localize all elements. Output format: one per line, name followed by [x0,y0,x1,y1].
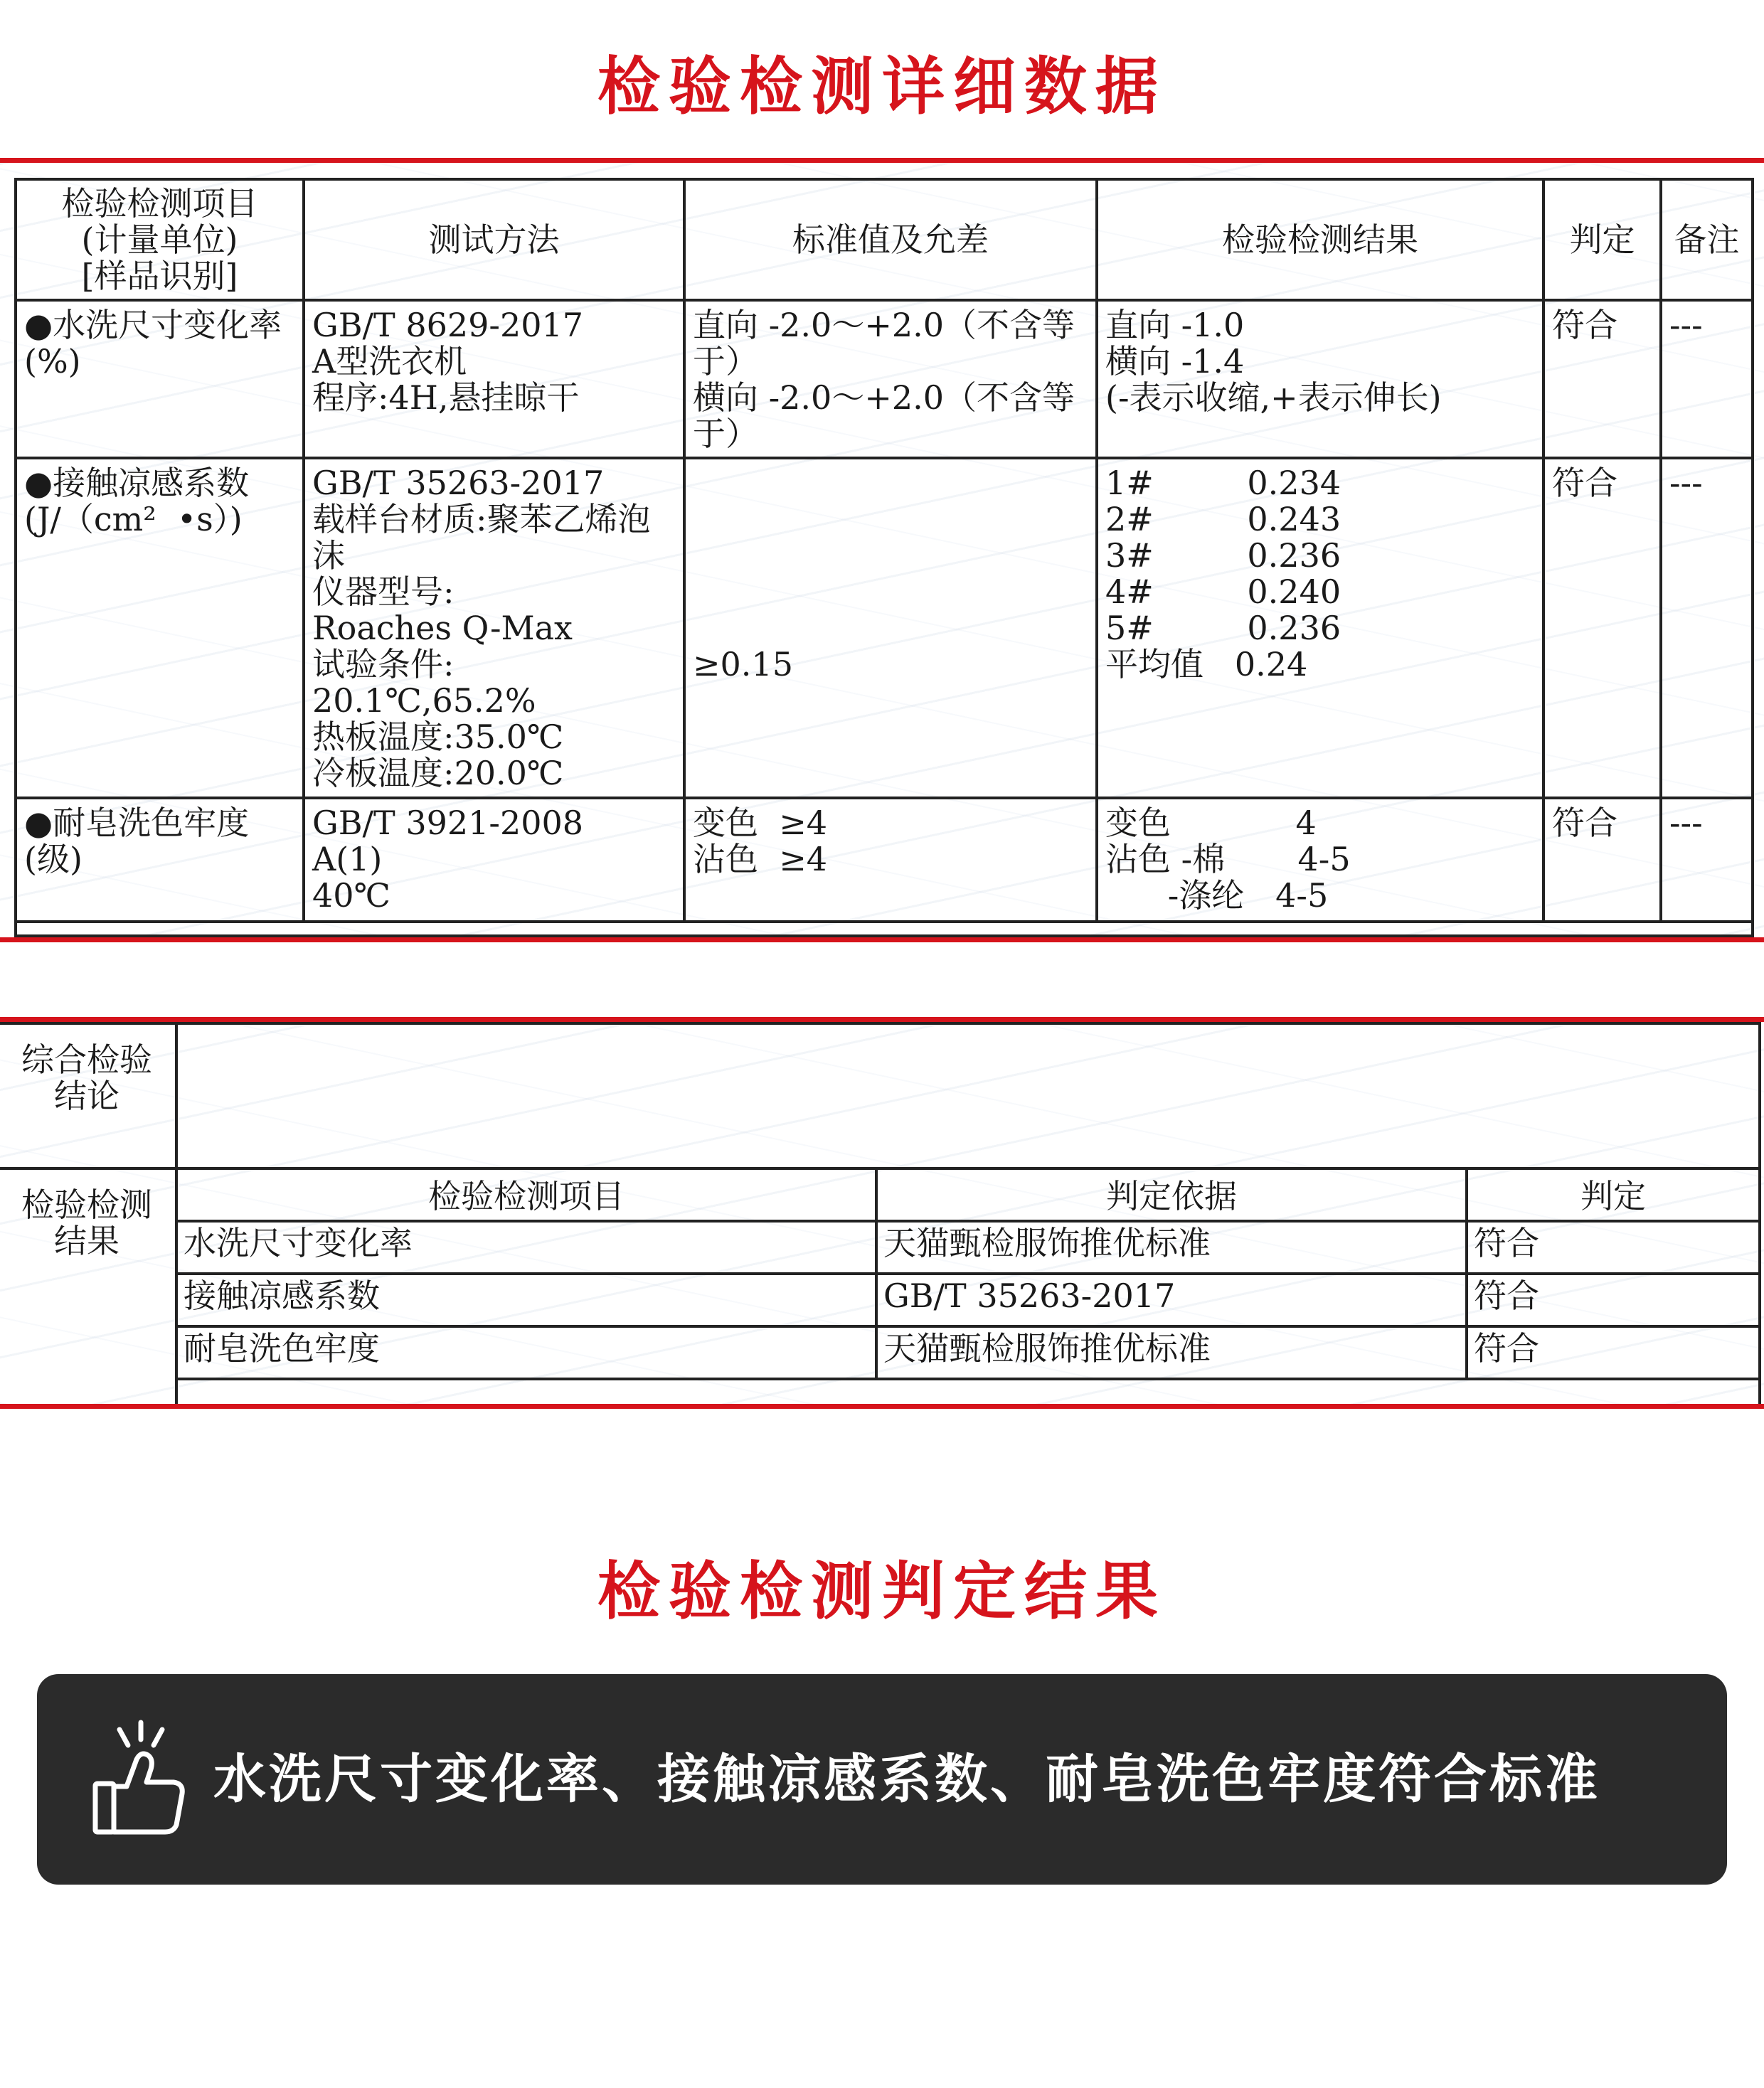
summary-verdict: 符合 [1467,1326,1760,1379]
verdict-cell: 符合 [1544,458,1661,798]
header-remark: 备注 [1661,179,1753,300]
header-item: 检验检测项目 (计量单位) [样品识别] [16,179,304,300]
summary-item: 水洗尺寸变化率 [176,1221,876,1274]
summary-item: 耐皂洗色牢度 [176,1326,876,1379]
result-cell: 1# 0.234 2# 0.243 3# 0.236 4# 0.240 5# 0.236 平均值 0.24 [1097,458,1544,798]
detail-table [14,178,1754,937]
method-cell: GB/T 8629-2017 A型洗衣机 程序:4H,悬挂晾干 [304,300,684,458]
bullet-icon: ● [24,464,53,502]
remark-cell: --- [1661,300,1753,458]
result-cell: 变色 4 沾色 -棉 4-5 -涤纶 4-5 [1097,798,1544,922]
summary-item: 接触凉感系数 [176,1274,876,1326]
item-name: 接触凉感系数 (J/（cm² •s）) [24,464,250,538]
method-cell: GB/T 3921-2008 A(1) 40℃ [304,798,684,922]
summary-tail-cell [176,1379,1760,1406]
table-row [16,458,1753,798]
summary-basis: GB/T 35263-2017 [876,1274,1467,1326]
table-header-row [16,179,1753,300]
header-standard: 标准值及允差 [684,179,1097,300]
header-verdict: 判定 [1544,179,1661,300]
bullet-icon: ● [24,804,53,842]
summary-basis: 天猫甄检服饰推优标准 [876,1326,1467,1379]
conclusion-row [0,1023,1760,1168]
summary-row [0,1326,1760,1379]
table-tail-row [16,922,1753,936]
result-banner [37,1674,1727,1885]
remark-cell: --- [1661,458,1753,798]
conclusion-label: 综合检验 结论 [0,1023,176,1168]
standard-cell: 变色 ≥4 沾色 ≥4 [684,798,1097,922]
summary-header-basis: 判定依据 [876,1168,1467,1221]
thumbs-up-icon [90,1718,189,1839]
red-divider [0,1404,1764,1409]
item-cell [16,300,304,458]
summary-header-item: 检验检测项目 [176,1168,876,1221]
red-divider [0,158,1764,163]
standard-cell: 直向 -2.0～+2.0（不含等于） 横向 -2.0～+2.0（不含等于） [684,300,1097,458]
result-cell: 直向 -1.0 横向 -1.4 (-表示收缩,+表示伸长) [1097,300,1544,458]
result-section-title: 检验检测判定结果 [597,1555,1167,1628]
summary-verdict: 符合 [1467,1274,1760,1326]
summary-header-row [0,1168,1760,1221]
summary-header-verdict: 判定 [1467,1168,1760,1221]
summary-basis: 天猫甄检服饰推优标准 [876,1221,1467,1274]
remark-cell: --- [1661,798,1753,922]
table-row [16,798,1753,922]
verdict-cell: 符合 [1544,300,1661,458]
standard-cell: ≥0.15 [684,458,1097,798]
summary-verdict: 符合 [1467,1221,1760,1274]
item-cell [16,458,304,798]
summary-row [0,1274,1760,1326]
table-tail-cell [16,922,1753,936]
summary-table [0,1022,1761,1407]
header-result: 检验检测结果 [1097,179,1544,300]
detail-section-title: 检验检测详细数据 [597,50,1167,123]
item-cell [16,798,304,922]
item-name: 耐皂洗色牢度 (级) [24,804,250,878]
summary-tail-row [0,1379,1760,1406]
results-label: 检验检测 结果 [0,1168,176,1406]
header-method: 测试方法 [304,179,684,300]
red-divider [0,937,1764,942]
verdict-cell: 符合 [1544,798,1661,922]
conclusion-value [176,1023,1760,1168]
item-name: 水洗尺寸变化率 (%) [24,306,282,380]
red-divider [0,1017,1764,1022]
table-row [16,300,1753,458]
bullet-icon: ● [24,306,53,344]
result-summary-text: 水洗尺寸变化率、接触凉感系数、耐皂洗色牢度符合标准 [213,1749,1600,1810]
summary-row [0,1221,1760,1274]
method-cell: GB/T 35263-2017 载样台材质:聚苯乙烯泡沫 仪器型号: Roaches Q-Max 试验条件: 20.1℃,65.2% 热板温度:35.0℃ 冷板温度:20.0℃ [304,458,684,798]
